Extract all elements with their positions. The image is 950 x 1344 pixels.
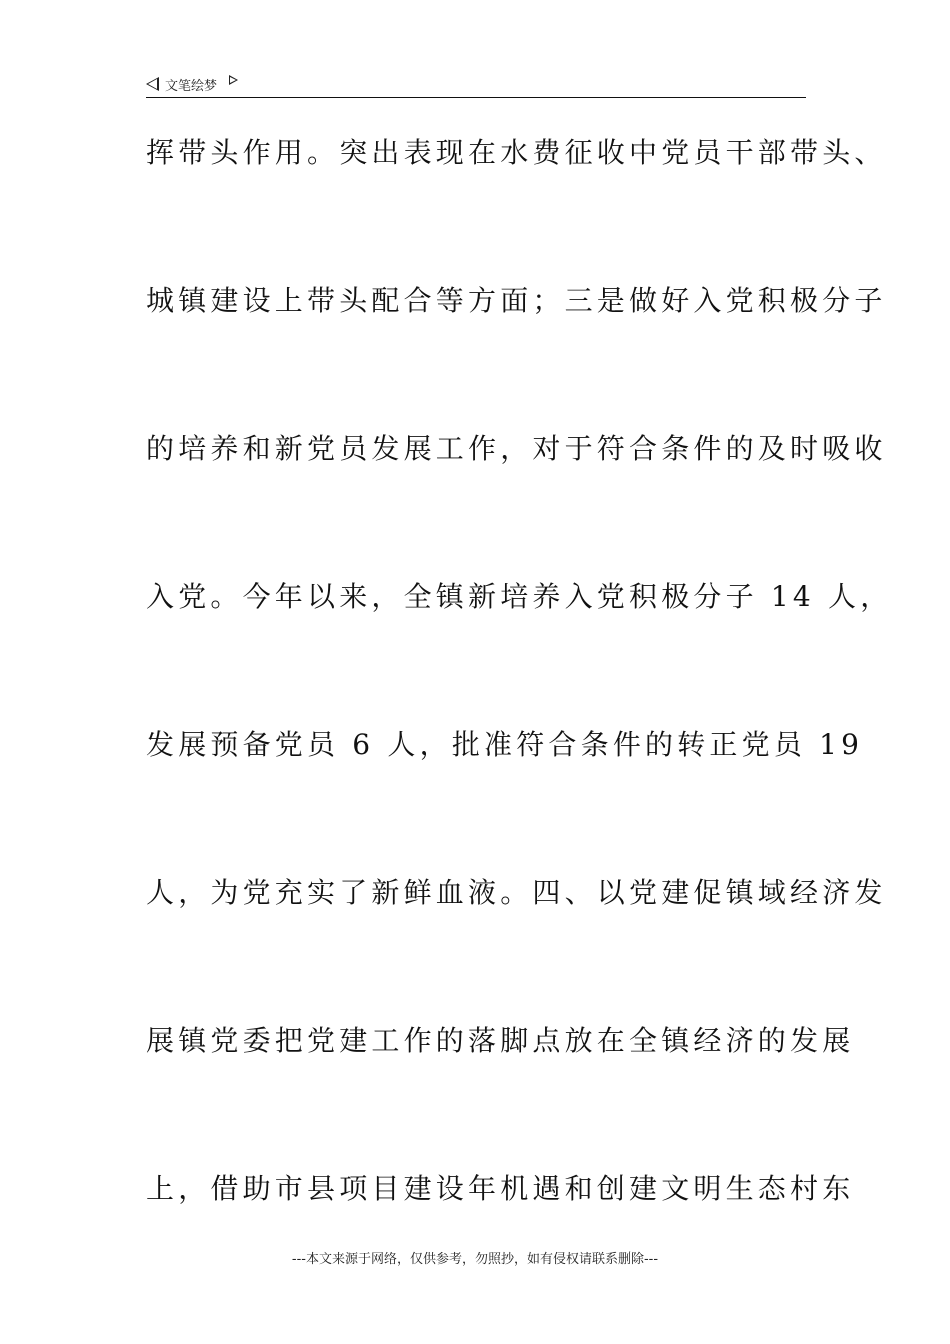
footer-notice: ---本文来源于网络，仅供参考，勿照抄，如有侵权请联系删除--- <box>291 1252 659 1267</box>
header-brand: 文笔绘梦 <box>165 78 218 94</box>
body-line: 城镇建设上带头配合等方面；三是做好入党积极分子 <box>146 284 887 317</box>
body-line: 发展预备党员 6 人，批准符合条件的转正党员 19 <box>146 728 864 761</box>
header-divider <box>146 97 806 98</box>
triangle-right-icon <box>229 75 238 85</box>
triangle-left-icon <box>146 77 159 91</box>
body-line: 展镇党委把党建工作的落脚点放在全镇经济的发展 <box>146 1024 855 1057</box>
body-line: 人，为党充实了新鲜血液。四、以党建促镇域经济发 <box>146 876 887 909</box>
body-line: 挥带头作用。突出表现在水费征收中党员干部带头、 <box>146 136 887 169</box>
page-header <box>146 72 238 96</box>
document-body <box>146 130 893 1314</box>
body-line: 上，借助市县项目建设年机遇和创建文明生态村东 <box>146 1172 855 1205</box>
body-line: 的培养和新党员发展工作，对于符合条件的及时吸收 <box>146 432 887 465</box>
body-line: 入党。今年以来，全镇新培养入党积极分子 14 人， <box>146 580 893 613</box>
